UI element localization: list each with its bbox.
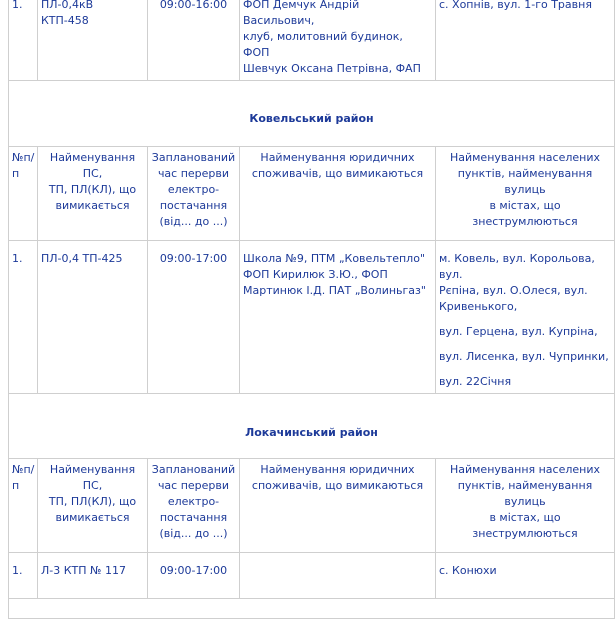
header-text: пунктів, найменування вулиць [457, 167, 593, 196]
header-text: час перерви [157, 479, 230, 492]
header-text: Найменування юридичних [260, 463, 415, 476]
header-text: постачання [159, 199, 228, 212]
table-row [9, 553, 615, 599]
paragraph-gap [439, 315, 611, 324]
consumers-cell [240, 241, 436, 394]
header-text: в містах, що знеструмлюються [472, 511, 578, 540]
header-text: п [12, 479, 20, 492]
header-text: електро- [167, 183, 220, 196]
header-number [9, 459, 38, 553]
settlements-line: Рєпіна, вул. О.Олеся, вул. [439, 284, 588, 297]
consumers-line: ФОП Кирилюк З.Ю., ФОП [243, 268, 388, 281]
row-number: 1. [9, 553, 38, 599]
settlements-line: вул. 22Січня [439, 375, 512, 388]
header-text: ТП, ПЛ(КЛ), що [48, 183, 137, 196]
settlements-line: вул. Лисенка, вул. Чупринки, [439, 350, 609, 363]
settlements-cell [436, 553, 615, 599]
header-text: Найменування населених [449, 463, 601, 476]
settlements-line: с. Конюхи [439, 564, 497, 577]
header-text: вимикається [55, 511, 130, 524]
header-text: постачання [159, 511, 228, 524]
settlements-line: Кривенького, [439, 300, 518, 313]
consumers-cell [240, 553, 436, 599]
outage-schedule-table [8, 0, 615, 619]
header-text: електро- [167, 495, 220, 508]
paragraph-gap [439, 340, 611, 349]
row-number: 1. [9, 241, 38, 394]
header-text: Найменування юридичних [260, 151, 415, 164]
district-title-row [9, 394, 615, 459]
header-text: споживачів, що вимикаються [251, 479, 424, 492]
table-row [9, 599, 615, 619]
district-title: Ковельський район [9, 81, 615, 147]
district-title: Локачинський район [9, 394, 615, 459]
consumers-cell [240, 0, 436, 81]
header-text: в містах, що знеструмлюються [472, 199, 578, 228]
header-line-name [38, 147, 148, 241]
header-consumers [240, 459, 436, 553]
table-row [9, 241, 615, 394]
line-name: ПЛ-0,4 ТП-425 [38, 241, 148, 394]
header-text: споживачів, що вимикаються [251, 167, 424, 180]
header-settlements [436, 459, 615, 553]
header-text: (від... до ...) [159, 215, 228, 228]
settlements-cell [436, 241, 615, 394]
consumers-line: Шевчук Оксана Петрівна, ФАП [243, 62, 421, 75]
table-row [9, 0, 615, 81]
header-text: пунктів, найменування вулиць [457, 479, 593, 508]
line-name: Л-3 КТП № 117 [38, 553, 148, 599]
header-text: №п/ [12, 463, 35, 476]
header-text: Найменування ПС, [49, 463, 136, 492]
consumers-line: ФОП Демчук Андрій Васильович, [243, 0, 360, 27]
header-line-name [38, 459, 148, 553]
outage-time: 09:00-16:00 [148, 0, 240, 81]
header-text: Запланований [151, 463, 236, 476]
header-text: №п/ [12, 151, 35, 164]
empty-cell [9, 599, 615, 619]
header-text: вимикається [55, 199, 130, 212]
header-settlements [436, 147, 615, 241]
settlements-cell [436, 0, 615, 81]
header-text: Найменування ПС, [49, 151, 136, 180]
settlements-line: м. Ковель, вул. Корольова, вул. [439, 252, 595, 281]
consumers-line: Школа №9, ПТМ „Ковельтепло" [243, 252, 426, 265]
paragraph-gap [439, 365, 611, 374]
district-title-row [9, 81, 615, 147]
header-text: (від... до ...) [159, 527, 228, 540]
header-outage-time [148, 459, 240, 553]
table-header-row [9, 459, 615, 553]
settlements-line: с. Хопнів, вул. 1-го Травня [439, 0, 592, 11]
header-text: Найменування населених [449, 151, 601, 164]
header-text: ТП, ПЛ(КЛ), що [48, 495, 137, 508]
table-header-row [9, 147, 615, 241]
consumers-line: Мартинюк І.Д. ПАТ „Волиньгаз" [243, 284, 426, 297]
line-name: ПЛ-0,4кВ КТП-458 [38, 0, 148, 81]
header-outage-time [148, 147, 240, 241]
header-consumers [240, 147, 436, 241]
outage-time: 09:00-17:00 [148, 553, 240, 599]
header-number [9, 147, 38, 241]
consumers-line: клуб, молитовний будинок, ФОП [243, 30, 403, 59]
outage-time: 09:00-17:00 [148, 241, 240, 394]
header-text: Запланований [151, 151, 236, 164]
header-text: час перерви [157, 167, 230, 180]
header-text: п [12, 167, 20, 180]
row-number: 1. [9, 0, 38, 81]
settlements-line: вул. Герцена, вул. Купріна, [439, 325, 598, 338]
